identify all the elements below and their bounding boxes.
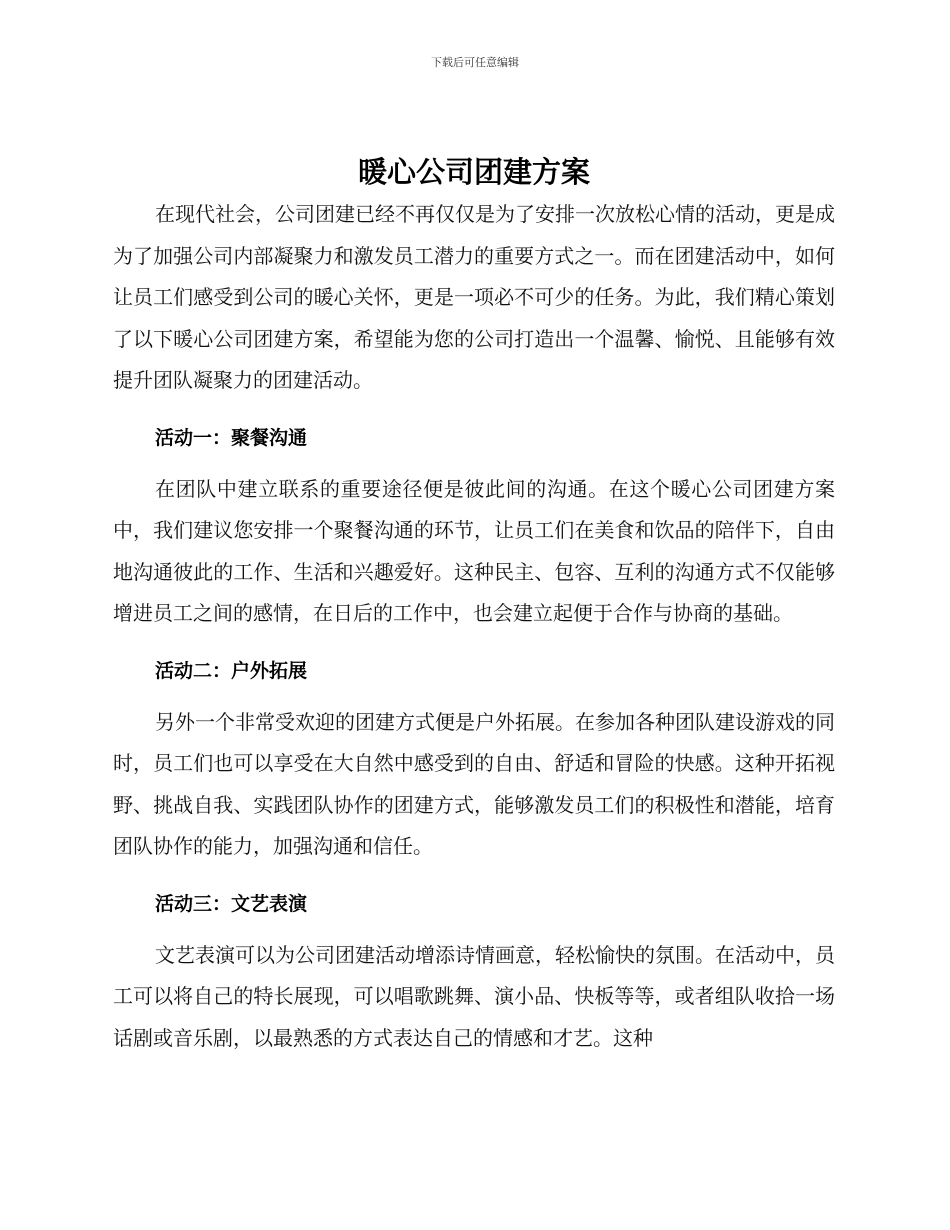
- document-title: 暖心公司团建方案: [357, 155, 590, 189]
- document-content: [113, 150, 835, 1059]
- header-note: 下载后可任意编辑: [431, 56, 519, 69]
- section-heading-1: 活动一：聚餐沟通: [155, 426, 308, 449]
- section-body-2: 另外一个非常受欢迎的团建方式便是户外拓展。在参加各种团队建设游戏的同时，员工们也可以享受在大自然中感受到的自由、舒适和冒险的快感。这种开拓视野、挑战自我、实践团队协作的团建方式，能够激发员工们的积极性和潜能，培育团队协作的能力，加强沟通和信任。: [113, 709, 835, 858]
- section-heading-3: 活动三：文艺表演: [155, 892, 308, 915]
- section-body-1: 在团队中建立联系的重要途径便是彼此间的沟通。在这个暖心公司团建方案中，我们建议您安排一个聚餐沟通的环节，让员工们在美食和饮品的陪伴下，自由地沟通彼此的工作、生活和兴趣爱好。这种民主、包容、互利的沟通方式不仅能够增进员工之间的感情，在日后的工作中，也会建立起便于合作与协商的基础。: [113, 476, 835, 625]
- intro-paragraph: 在现代社会，公司团建已经不再仅仅是为了安排一次放松心情的活动，更是成为了加强公司内部凝聚力和激发员工潜力的重要方式之一。而在团建活动中，如何让员工们感受到公司的暖心关怀，更是一项必不可少的任务。为此，我们精心策划了以下暖心公司团建方案，希望能为您的公司打造出一个温馨、愉悦、且能够有效提升团队凝聚力的团建活动。: [113, 202, 835, 392]
- section-heading-2: 活动二：户外拓展: [155, 659, 308, 682]
- section-body-3: 文艺表演可以为公司团建活动增添诗情画意，轻松愉快的氛围。在活动中，员工可以将自己的特长展现，可以唱歌跳舞、演小品、快板等等，或者组队收拾一场话剧或音乐剧，以最熟悉的方式表达自己的情感和才艺。这种: [113, 942, 835, 1050]
